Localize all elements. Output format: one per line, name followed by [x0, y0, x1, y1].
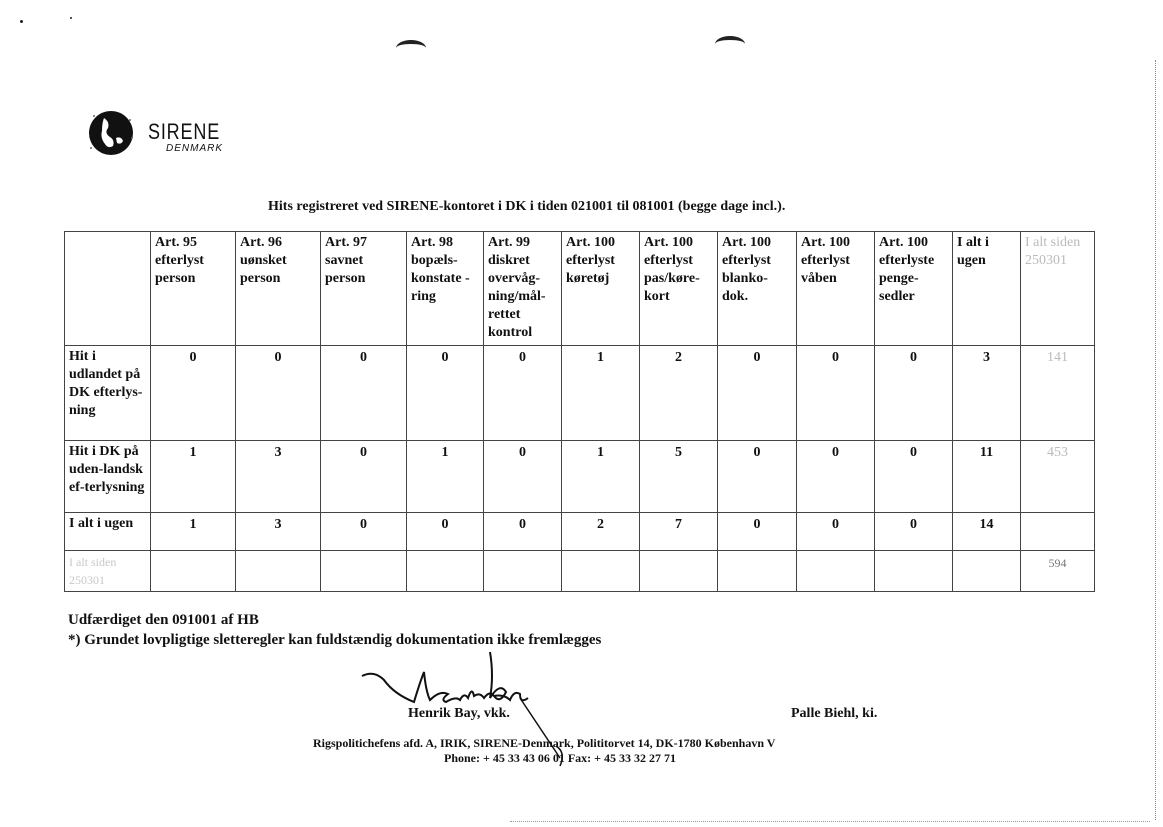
table-cell: 1	[151, 513, 236, 551]
table-cell: 0	[718, 441, 797, 513]
table-cell	[875, 551, 953, 592]
col-header: Art. 95 efterlyst person	[151, 232, 236, 346]
col-header: Art. 99 diskret overvåg-ning/mål-rettet kontrol	[484, 232, 562, 346]
col-header: Art. 100 efterlyst våben	[797, 232, 875, 346]
table-cell: 0	[236, 346, 321, 441]
table-cell: 3	[953, 346, 1021, 441]
table-cell: 2	[562, 513, 640, 551]
table-cell: 0	[484, 346, 562, 441]
table-cell: 0	[407, 513, 484, 551]
table-cell: 1	[562, 346, 640, 441]
scan-edge-bottom	[510, 821, 1150, 823]
col-header	[65, 232, 151, 346]
table-cell	[797, 551, 875, 592]
table-cell: 0	[797, 441, 875, 513]
table-cell: 453	[1021, 441, 1095, 513]
table-cell	[407, 551, 484, 592]
row-label: I alt siden 250301	[65, 551, 151, 592]
col-header: I alt i ugen	[953, 232, 1021, 346]
table-cell	[484, 551, 562, 592]
prepared-note: Udfærdiget den 091001 af HB	[68, 612, 259, 628]
table-cell: 3	[236, 513, 321, 551]
col-header: Art. 96 uønsket person	[236, 232, 321, 346]
col-header: I alt siden 250301	[1021, 232, 1095, 346]
col-header: Art. 100 efterlyst pas/køre-kort	[640, 232, 718, 346]
document-title: Hits registreret ved SIRENE-kontoret i DK i tiden 021001 til 081001 (begge dage incl.).	[268, 199, 786, 214]
globe-icon	[86, 108, 136, 158]
hits-table	[64, 231, 1095, 592]
table-cell: 3	[236, 441, 321, 513]
row-label: I alt i ugen	[65, 513, 151, 551]
table-cell: 0	[321, 441, 407, 513]
punch-hole-right	[715, 36, 745, 52]
office-address: Rigspolitichefens afd. A, IRIK, SIRENE-Denmark, Polititorvet 14, DK-1780 København V	[313, 736, 776, 750]
logo-country: DENMARK	[166, 143, 224, 154]
table-cell	[1021, 513, 1095, 551]
signatory-right: Palle Biehl, ki.	[791, 706, 878, 721]
table-cell: 0	[321, 513, 407, 551]
table-cell: 1	[407, 441, 484, 513]
col-header: Art. 97 savnet person	[321, 232, 407, 346]
table-cell: 0	[321, 346, 407, 441]
table-row	[65, 346, 1095, 441]
scan-edge	[1155, 60, 1159, 820]
table-cell: 0	[875, 513, 953, 551]
col-header: Art. 100 efterlyst køretøj	[562, 232, 640, 346]
table-cell	[562, 551, 640, 592]
table-cell: 0	[718, 513, 797, 551]
col-header: Art. 100 efterlyste penge-sedler	[875, 232, 953, 346]
table-cell: 0	[484, 513, 562, 551]
table-cell: 594	[1021, 551, 1095, 592]
table-cell: 0	[797, 513, 875, 551]
table-cell: 141	[1021, 346, 1095, 441]
table-cell: 0	[718, 346, 797, 441]
col-header: Art. 100 efterlyst blanko-dok.	[718, 232, 797, 346]
table-cell: 1	[151, 441, 236, 513]
table-cell	[640, 551, 718, 592]
logo-name: SIRENE	[148, 119, 221, 144]
table-cell: 5	[640, 441, 718, 513]
table-cell: 1	[562, 441, 640, 513]
table-cell	[718, 551, 797, 592]
punch-hole-left	[396, 40, 426, 56]
table-cell	[236, 551, 321, 592]
deletion-note: *) Grundet lovpligtige sletteregler kan fuldstændig dokumentation ikke fremlægges	[68, 632, 602, 648]
table-cell: 0	[797, 346, 875, 441]
row-label: Hit i udlandet på DK efterlys-ning	[65, 346, 151, 441]
signatory-left: Henrik Bay, vkk.	[408, 706, 510, 721]
row-label: Hit i DK på uden-landsk ef-terlysning	[65, 441, 151, 513]
col-header: Art. 98 bopæls-konstate -ring	[407, 232, 484, 346]
table-cell: 14	[953, 513, 1021, 551]
table-cell: 7	[640, 513, 718, 551]
table-cell: 2	[640, 346, 718, 441]
table-cell: 0	[484, 441, 562, 513]
table-cell: 0	[875, 346, 953, 441]
table-cell: 0	[875, 441, 953, 513]
table-cell	[953, 551, 1021, 592]
table-row	[65, 441, 1095, 513]
table-cell: 11	[953, 441, 1021, 513]
table-cell: 0	[151, 346, 236, 441]
sirene-logo	[78, 100, 248, 180]
table-cell: 0	[407, 346, 484, 441]
contact-numbers: Phone: + 45 33 43 06 01 Fax: + 45 33 32 27 71	[444, 751, 677, 765]
table-row	[65, 513, 1095, 551]
table-cell	[321, 551, 407, 592]
table-cell	[151, 551, 236, 592]
header-row	[65, 232, 1095, 346]
table-row	[65, 551, 1095, 592]
